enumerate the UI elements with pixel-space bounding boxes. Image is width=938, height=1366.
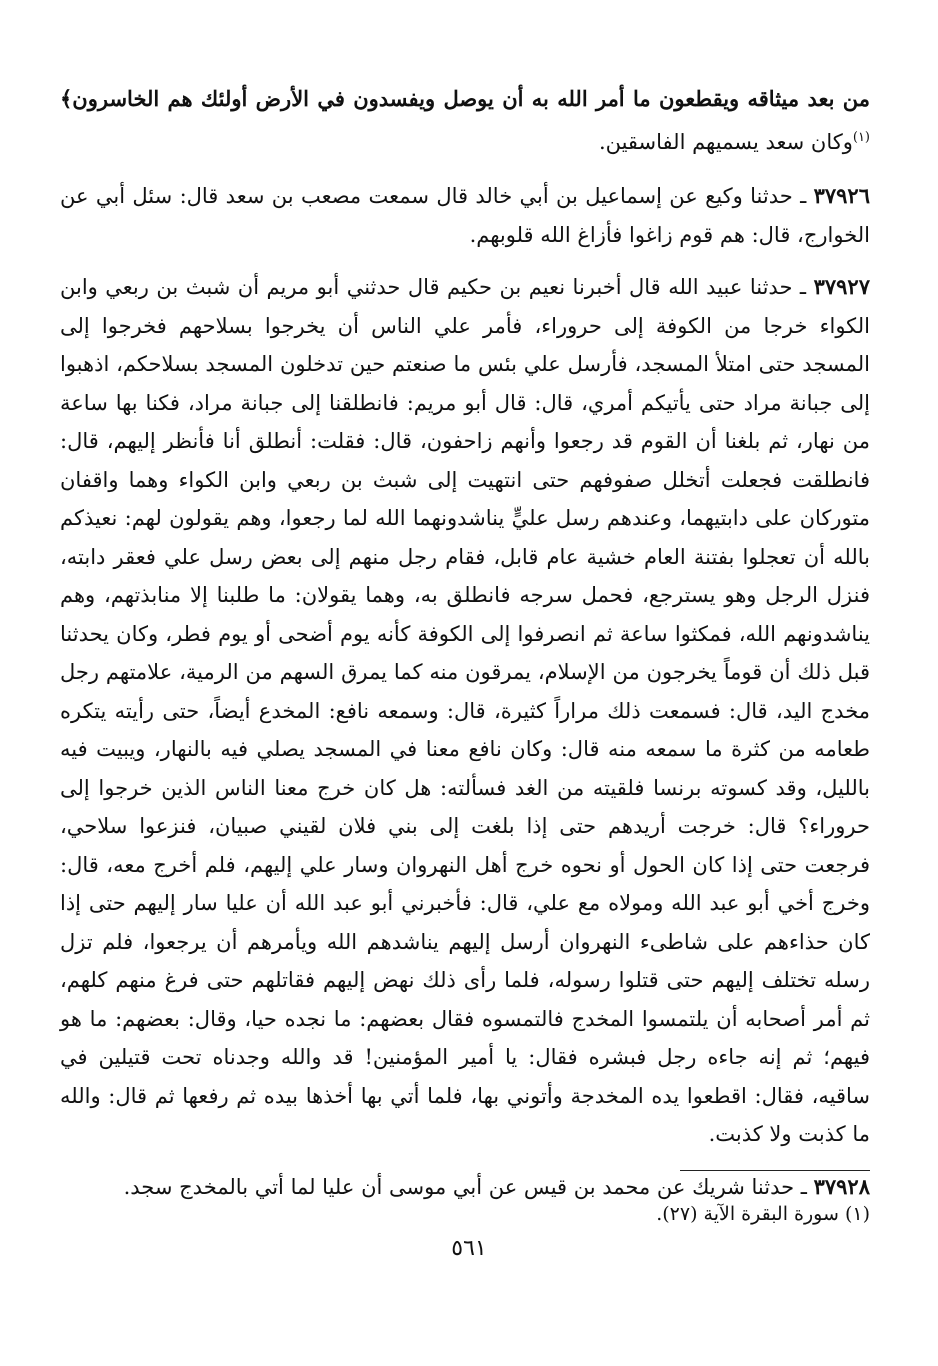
opening-paragraph bbox=[60, 80, 870, 161]
footnote: (١) سورة البقرة الآية (٢٧). bbox=[656, 1203, 870, 1225]
opening-paragraph-rest: وكان سعد يسميهم الفاسقين. bbox=[598, 129, 853, 154]
hadith-37927 bbox=[60, 268, 870, 1154]
hadith-number: ٣٧٩٢٧ bbox=[813, 274, 870, 299]
quran-verse-text: من بعد ميثاقه ويقطعون ما أمر الله به أن يوصل ويفسدون في الأرض أولئك هم الخاسرون﴾ bbox=[60, 86, 870, 111]
hadith-text: ـ حدثنا عبيد الله قال أخبرنا نعيم بن حكيم قال حدثني أبو مريم أن شبث بن ربعي وابن الكواء خرجا من الكوفة إلى حروراء، فأمر علي الناس أن يخرجوا بسلاحهم فخرجوا إلى المسجد حتى امتلأ المسجد، فأرسل علي بئس ما صنعتم حين تدخلون المسجد بسلاحكم، اذهبوا إلى جبانة مراد حتى يأتيكم أمري، قال: قال أبو مريم: فانطلقنا إلى جبانة مراد، فكنا بها ساعة من نهار، ثم بلغنا أن القوم قد رجعوا وأنهم زاحفون، قال: فقلت: أنطلق أنا فأنظر إليهم، قال: فانطلقت فجعلت أتخلل صفوفهم حتى انتهيت إلى شبث بن ربعي وابن الكواء وهما واقفان متوركان على دابتيهما، وعندهم رسل عليٍّ يناشدونهما الله لما رجعوا، وهم يقولون لهم: نعيذكم بالله أن تعجلوا بفتنة العام خشية عام قابل، فقام رجل منهم إلى بعض رسل علي فعقر دابته، فنزل الرجل وهو يسترجع، فحمل سرجه فانطلق به، وهما يقولان: ما طلبنا إلا منابذتهم، وهم يناشدونهم الله، فمكثوا ساعة ثم انصرفوا إلى الكوفة كأنه يوم أضحى أو يوم فطر، وكان يحدثنا قبل ذلك أن قوماً يخرجون من الإسلام، يمرقون منه كما يمرق السهم من الرمية، علامتهم رجل مخدج اليد، قال: فسمعت ذلك مراراً كثيرة، قال: وسمعه نافع: المخدع أيضاً، حتى رأيته يتكره طعامه من كثرة ما سمعه منه قال: وكان نافع معنا في المسجد يصلي فيه بالنهار، ويبيت فيه بالليل، وقد كسوته برنسا فلقيته من الغد فسألته: هل كان خرج معنا الناس الذين خرجوا إلى حروراء؟ قال: خرجت أريدهم حتى إذا بلغت إلى بني فلان لقيني صبيان، فنزعوا سلاحي، فرجعت حتى إذا كان الحول أو نحوه خرج أهل النهروان وسار علي إليهم، فلم أخرج معه، قال: وخرج أخي أبو عبد الله ومولاه مع علي، قال: فأخبرني أبو عبد الله أن عليا سار إليهم حتى إذا كان حذاءهم على شاطىء النهروان أرسل إليهم يناشدهم الله ويأمرهم أن يرجعوا، فلم تزل رسله تختلف إليهم حتى قتلوا رسوله، فلما رأى ذلك نهض إليهم فقاتلهم حتى فرغ منهم كلهم، ثم أمر أصحابه أن يلتمسوا المخدج فالتمسوه فقال بعضهم: ما نجده حيا، وقال: بعضهم: ما هو فيهم؛ ثم إنه جاءه رجل فبشره فقال: يا أمير المؤمنين! قد والله وجدناه تحت قتيلين في ساقيه، فقال: اقطعوا يده المخدجة وأتوني بها، فلما أتي بها أخذها بيده ثم رفعها ثم قال: والله ما كذبت ولا كذبت. bbox=[60, 275, 870, 1146]
hadith-number: ٣٧٩٢٦ bbox=[813, 183, 870, 208]
footnote-divider bbox=[680, 1170, 870, 1171]
hadith-text: ـ حدثنا وكيع عن إسماعيل بن أبي خالد قال سمعت مصعب بن سعد قال: سئل أبي عن الخوارج، قال: هم قوم زاغوا فأزاغ الله قلوبهم. bbox=[60, 184, 870, 247]
page-body bbox=[60, 80, 870, 1220]
hadith-number: ٣٧٩٢٨ bbox=[813, 1173, 870, 1199]
hadith-37926 bbox=[60, 177, 870, 254]
footnote-marker: (١) bbox=[852, 129, 870, 145]
page-number: ٥٦١ bbox=[451, 1236, 487, 1261]
hadith-text: ـ حدثنا شريك عن محمد بن قيس عن أبي موسى أن عليا لما أتي بالمخدج سجد. bbox=[123, 1174, 807, 1199]
